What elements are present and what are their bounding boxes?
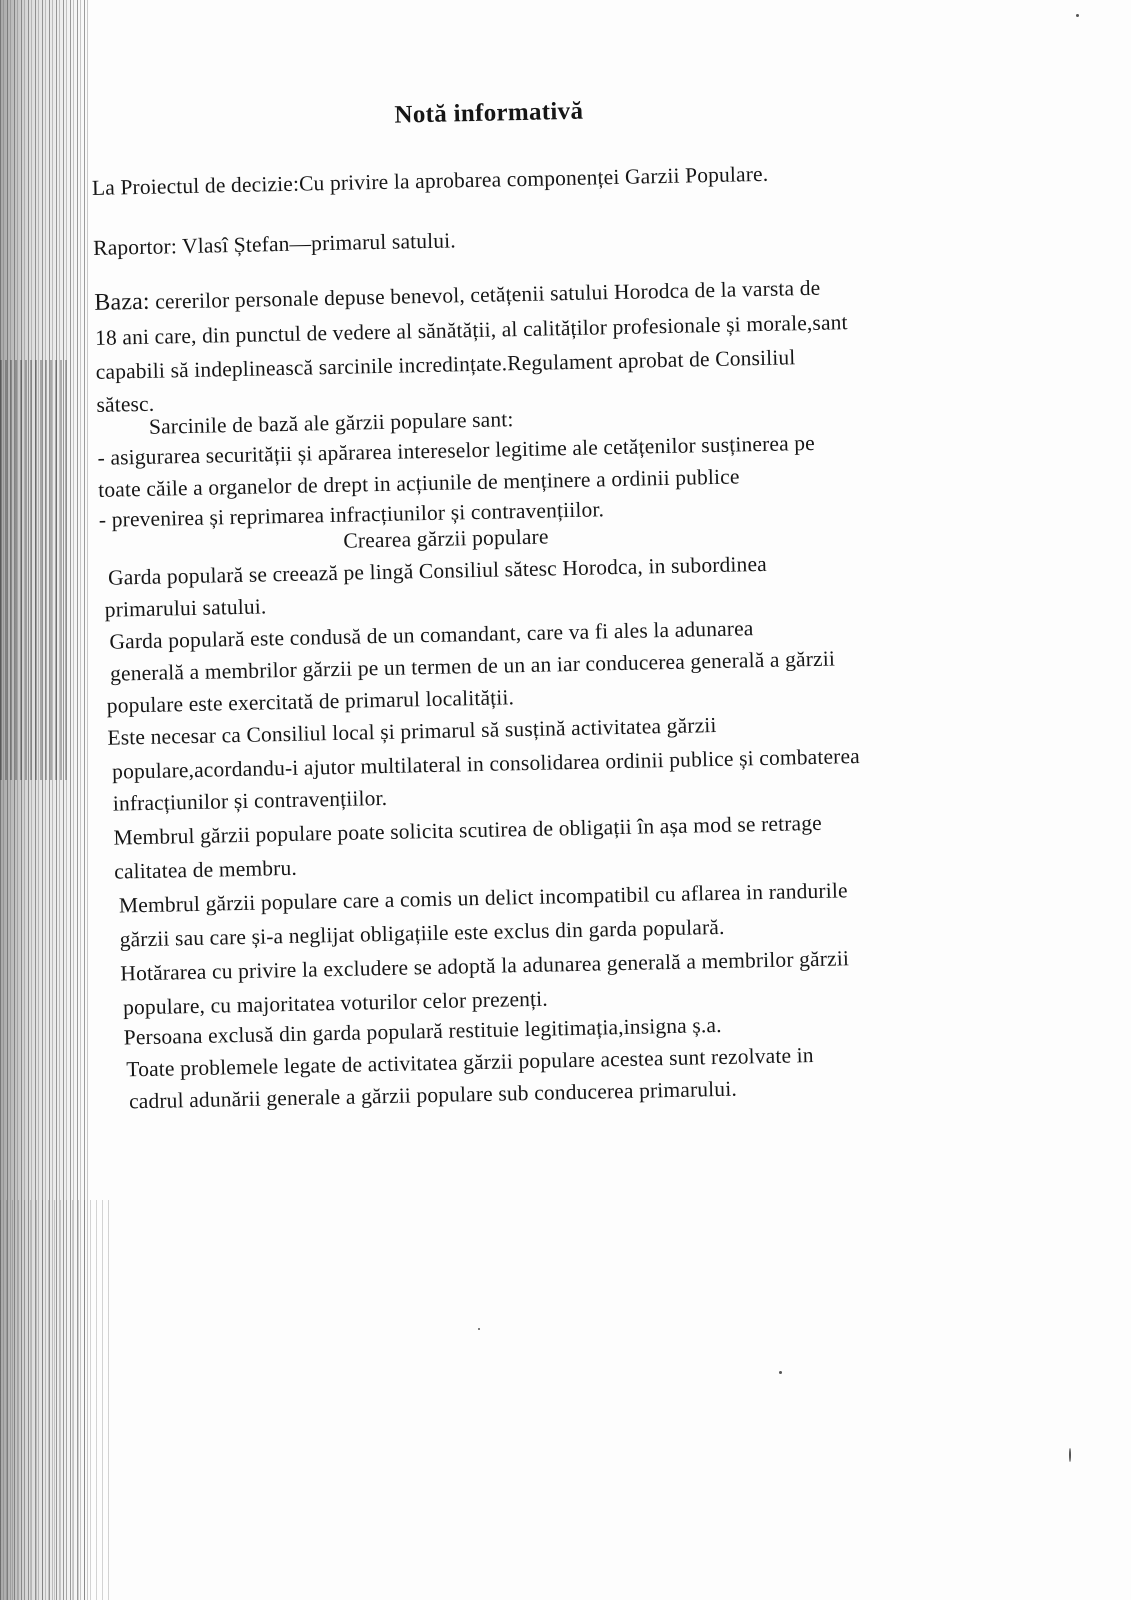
scan-speck bbox=[1069, 1448, 1071, 1462]
creation-line-8: infracțiunilor și contravențiilor. bbox=[112, 785, 388, 816]
baza-line-4: sătesc. bbox=[96, 391, 155, 417]
creation-heading: Crearea gărzii populare bbox=[343, 524, 549, 553]
subject-line: La Proiectul de decizie:Cu privire la aprobarea componenței Garzii Populare. bbox=[91, 161, 769, 200]
scan-speck bbox=[779, 1371, 782, 1374]
baza-line-1 bbox=[94, 275, 821, 317]
creation-line-6: Este necesar ca Consiliul local și primarul să susțină activitatea gărzii bbox=[107, 712, 717, 750]
tasks-line-1: - asigurarea securității și apărarea intereselor legitime ale cetățenilor susținerea pe bbox=[97, 430, 816, 470]
document-body bbox=[88, 0, 1101, 1114]
creation-line-16: Toate problemele legate de activitatea gărzii populare acestea sunt rezolvate in bbox=[126, 1043, 814, 1082]
tasks-line-3: - prevenirea și reprimarea infracțiunilor și contravențiilor. bbox=[98, 497, 605, 532]
tasks-heading: Sarcinile de bază ale gărzii populare sant: bbox=[148, 407, 514, 439]
creation-line-2: primarului satului. bbox=[104, 594, 267, 622]
baza-line-3: capabili să indeplinească sarcinile incredințate.Regulament aprobat de Consiliul bbox=[95, 345, 796, 384]
scan-speck bbox=[478, 1328, 480, 1330]
creation-line-4: generală a membrilor gărzii pe un termen de un an iar conducerea generală a gărzii bbox=[109, 646, 836, 686]
scan-shadow-left-dark bbox=[0, 360, 70, 780]
creation-line-15: Persoana exclusă din garda populară restituie legitimația,insigna ș.a. bbox=[123, 1012, 722, 1050]
scan-shadow-bottom bbox=[0, 1200, 110, 1600]
creation-line-13: Hotărarea cu privire la excludere se adoptă la adunarea generală a membrilor gărzii bbox=[120, 946, 850, 986]
document-title: Notă informativă bbox=[394, 97, 584, 129]
creation-line-10: calitatea de membru. bbox=[114, 855, 298, 884]
creation-line-17: cadrul adunării generale a gărzii populare sub conducerea primarului. bbox=[128, 1076, 738, 1114]
baza-text: cererilor personale depuse benevol, cetățenii satului Horodca de la varsta de bbox=[149, 275, 821, 314]
reporter-line: Raportor: Vlasî Ștefan—primarul satului. bbox=[92, 228, 457, 260]
baza-line-2: 18 ani care, din punctul de vedere al sănătății, al calităților profesionale și morale,sant bbox=[94, 310, 848, 350]
creation-line-14: populare, cu majoritatea voturilor celor prezenți. bbox=[122, 986, 549, 1020]
creation-line-5: populare este exercitată de primarul localității. bbox=[106, 685, 515, 718]
creation-line-7: populare,acordandu-i ajutor multilateral in consolidarea ordinii publice și combaterea bbox=[111, 744, 861, 784]
creation-line-9: Membrul gărzii populare poate solicita scutirea de obligații în așa mod se retrage bbox=[113, 810, 823, 850]
creation-line-3: Garda populară este condusă de un comandant, care va fi ales la adunarea bbox=[109, 616, 754, 654]
creation-line-1: Garda populară se creează pe lingă Consiliul sătesc Horodca, in subordinea bbox=[107, 551, 768, 590]
tasks-line-2: toate căile a organelor de drept in acțiunile de menținere a ordinii publice bbox=[98, 464, 740, 502]
creation-line-11: Membrul gărzii populare care a comis un delict incompatibil cu aflarea in randurile bbox=[118, 878, 848, 918]
creation-line-12: gărzii sau care și-a neglijat obligațiile este exclus din garda populară. bbox=[119, 914, 725, 952]
baza-label: Baza: bbox=[94, 288, 150, 316]
